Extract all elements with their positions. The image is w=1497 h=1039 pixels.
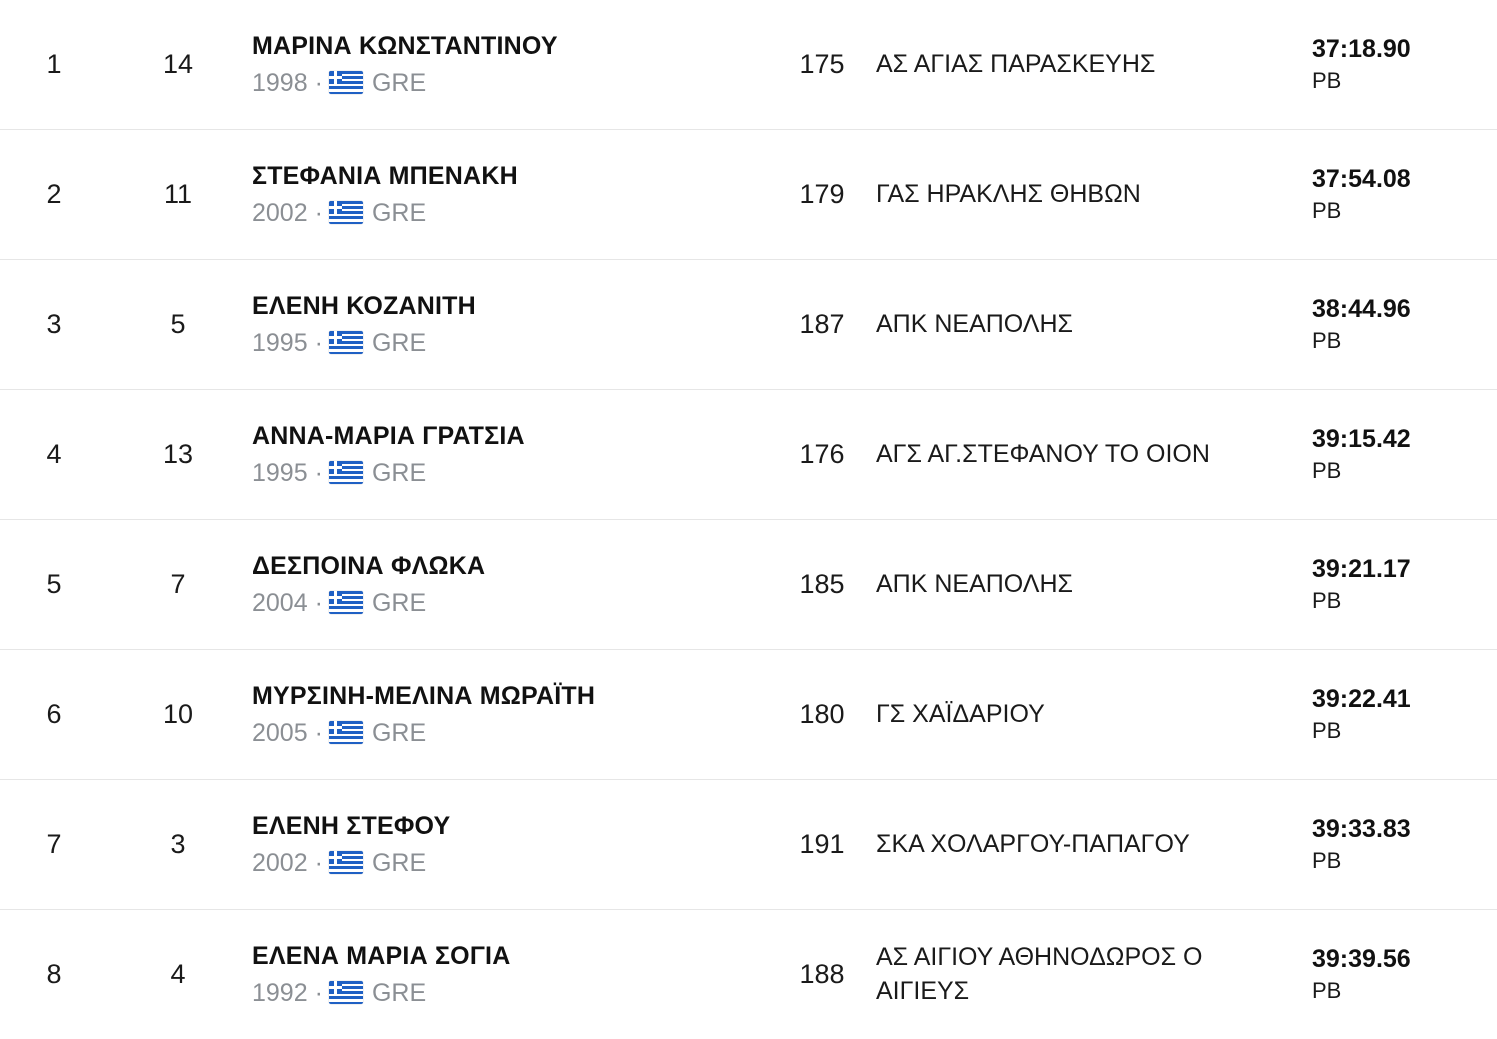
place-value: 1 [0,0,108,130]
meta-separator: · [315,328,323,358]
record-badge: PB [1312,588,1497,614]
time-cell [1306,780,1497,910]
record-badge: PB [1312,718,1497,744]
bib-value: 10 [108,650,248,780]
meta-separator: · [315,978,323,1008]
record-badge: PB [1312,198,1497,224]
table-row[interactable] [0,520,1497,650]
athlete-birth-year: 1998 [252,68,308,98]
athlete-cell [248,650,768,780]
place-value: 7 [0,780,108,910]
bib-value: 3 [108,780,248,910]
place-value: 2 [0,130,108,260]
place-value: 5 [0,520,108,650]
club-name: ΑΣ ΑΙΓΙΟΥ ΑΘΗΝΟΔΩΡΟΣ Ο ΑΙΓΙΕΥΣ [876,910,1306,1039]
athlete-meta [252,848,768,878]
athlete-meta [252,978,768,1008]
record-badge: PB [1312,328,1497,354]
athlete-number: 180 [768,650,876,780]
result-time: 39:15.42 [1312,424,1497,454]
athlete-number: 175 [768,0,876,130]
country-code: GRE [372,198,426,228]
athlete-meta [252,328,768,358]
greece-flag-icon [329,461,363,484]
greece-flag-icon [329,201,363,224]
athlete-cell [248,910,768,1039]
place-value: 3 [0,260,108,390]
athlete-number: 187 [768,260,876,390]
greece-flag-icon [329,851,363,874]
country-code: GRE [372,68,426,98]
meta-separator: · [315,198,323,228]
time-cell [1306,390,1497,520]
athlete-cell [248,260,768,390]
record-badge: PB [1312,68,1497,94]
time-cell [1306,910,1497,1039]
club-name: ΑΠΚ ΝΕΑΠΟΛΗΣ [876,260,1306,390]
country-code: GRE [372,588,426,618]
meta-separator: · [315,68,323,98]
time-cell [1306,260,1497,390]
record-badge: PB [1312,458,1497,484]
place-value: 4 [0,390,108,520]
athlete-name: ΜΑΡΙΝΑ ΚΩΝΣΤΑΝΤΙΝΟΥ [252,31,768,62]
athlete-birth-year: 1995 [252,458,308,488]
place-value: 6 [0,650,108,780]
meta-separator: · [315,588,323,618]
greece-flag-icon [329,71,363,94]
club-name: ΑΓΣ ΑΓ.ΣΤΕΦΑΝΟΥ ΤΟ ΟΙΟΝ [876,390,1306,520]
athlete-birth-year: 2004 [252,588,308,618]
country-code: GRE [372,458,426,488]
athlete-name: ΕΛΕΝΗ ΚΟΖΑΝΙΤΗ [252,291,768,322]
athlete-birth-year: 2005 [252,718,308,748]
table-row[interactable] [0,0,1497,130]
record-badge: PB [1312,978,1497,1004]
record-badge: PB [1312,848,1497,874]
bib-value: 14 [108,0,248,130]
meta-separator: · [315,458,323,488]
country-code: GRE [372,718,426,748]
athlete-birth-year: 1995 [252,328,308,358]
athlete-name: ΕΛΕΝΑ ΜΑΡΙΑ ΣΟΓΙΑ [252,941,768,972]
meta-separator: · [315,718,323,748]
table-row[interactable] [0,260,1497,390]
result-time: 37:18.90 [1312,34,1497,64]
athlete-meta [252,458,768,488]
club-name: ΣΚΑ ΧΟΛΑΡΓΟΥ-ΠΑΠΑΓΟΥ [876,780,1306,910]
athlete-cell [248,390,768,520]
table-row[interactable] [0,780,1497,910]
athlete-cell [248,780,768,910]
table-row[interactable] [0,390,1497,520]
bib-value: 4 [108,910,248,1039]
result-time: 39:22.41 [1312,684,1497,714]
athlete-name: ΔΕΣΠΟΙΝΑ ΦΛΩΚΑ [252,551,768,582]
bib-value: 13 [108,390,248,520]
athlete-birth-year: 2002 [252,848,308,878]
time-cell [1306,130,1497,260]
country-code: GRE [372,848,426,878]
athlete-meta [252,718,768,748]
club-name: ΓΑΣ ΗΡΑΚΛΗΣ ΘΗΒΩΝ [876,130,1306,260]
place-value: 8 [0,910,108,1039]
result-time: 39:21.17 [1312,554,1497,584]
athlete-meta [252,198,768,228]
result-time: 39:33.83 [1312,814,1497,844]
bib-value: 5 [108,260,248,390]
greece-flag-icon [329,591,363,614]
club-name: ΓΣ ΧΑΪΔΑΡΙΟΥ [876,650,1306,780]
athlete-number: 185 [768,520,876,650]
athlete-number: 176 [768,390,876,520]
athlete-number: 179 [768,130,876,260]
athlete-number: 188 [768,910,876,1039]
bib-value: 7 [108,520,248,650]
result-time: 39:39.56 [1312,944,1497,974]
bib-value: 11 [108,130,248,260]
table-row[interactable] [0,650,1497,780]
meta-separator: · [315,848,323,878]
club-name: ΑΠΚ ΝΕΑΠΟΛΗΣ [876,520,1306,650]
athlete-meta [252,588,768,618]
club-name: ΑΣ ΑΓΙΑΣ ΠΑΡΑΣΚΕΥΗΣ [876,0,1306,130]
athlete-cell [248,520,768,650]
athlete-name: ΣΤΕΦΑΝΙΑ ΜΠΕΝΑΚΗ [252,161,768,192]
time-cell [1306,0,1497,130]
time-cell [1306,650,1497,780]
country-code: GRE [372,328,426,358]
athlete-cell [248,0,768,130]
result-time: 37:54.08 [1312,164,1497,194]
athlete-meta [252,68,768,98]
greece-flag-icon [329,331,363,354]
greece-flag-icon [329,981,363,1004]
athlete-birth-year: 2002 [252,198,308,228]
country-code: GRE [372,978,426,1008]
table-row[interactable] [0,910,1497,1039]
athlete-birth-year: 1992 [252,978,308,1008]
athlete-number: 191 [768,780,876,910]
athlete-name: ΑΝΝΑ-ΜΑΡΙΑ ΓΡΑΤΣΙΑ [252,421,768,452]
athlete-name: ΜΥΡΣΙΝΗ-ΜΕΛΙΝΑ ΜΩΡΑΪΤΗ [252,681,768,712]
time-cell [1306,520,1497,650]
greece-flag-icon [329,721,363,744]
result-time: 38:44.96 [1312,294,1497,324]
athlete-cell [248,130,768,260]
table-row[interactable] [0,130,1497,260]
athlete-name: ΕΛΕΝΗ ΣΤΕΦΟΥ [252,811,768,842]
